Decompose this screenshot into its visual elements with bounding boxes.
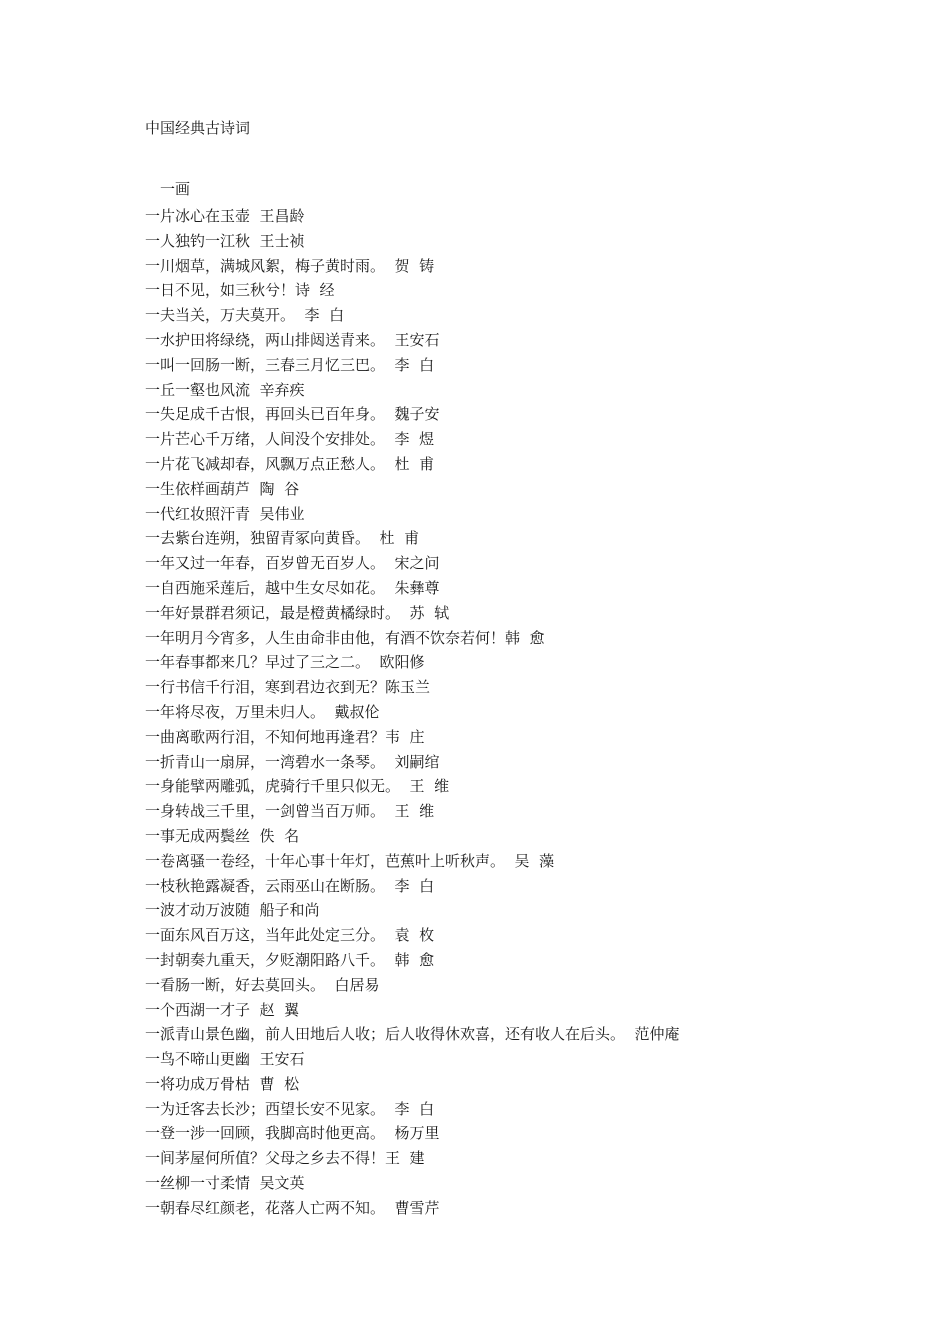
poem-line-entry: 一年又过一年春，百岁曾无百岁人。 宋之问 — [145, 554, 440, 573]
poem-line-entry: 一丝柳一寸柔情 吴文英 — [145, 1174, 305, 1193]
document-title: 中国经典古诗词 — [145, 119, 251, 137]
poem-line-entry: 一身能擘两雕弧，虎骑行千里只似无。 王 维 — [145, 777, 450, 796]
poem-line-entry: 一自西施采莲后，越中生女尽如花。 朱彝尊 — [145, 578, 440, 597]
poem-line-entry: 一面东风百万这，当年此处定三分。 袁 枚 — [145, 926, 435, 945]
poem-line-entry: 一身转战三千里，一剑曾当百万师。 王 维 — [145, 802, 435, 821]
poem-line-entry: 一片冰心在玉壶 王昌龄 — [145, 207, 305, 225]
poem-line-entry: 一折青山一扇屏，一湾碧水一条琴。 刘嗣绾 — [145, 752, 440, 771]
poem-line-entry: 一朝春尽红颜老，花落人亡两不知。 曹雪芹 — [145, 1198, 440, 1217]
poem-line-entry: 一登一涉一回顾，我脚高时他更高。 杨万里 — [145, 1124, 440, 1143]
poem-line-entry: 一片芒心千万绪，人间没个安排处。 李 煜 — [145, 430, 435, 449]
poem-line-entry: 一鸟不啼山更幽 王安石 — [145, 1050, 305, 1069]
poem-line-entry: 一叫一回肠一断，三春三月忆三巴。 李 白 — [145, 355, 435, 374]
poem-line-entry: 一曲离歌两行泪，不知何地再逢君？韦 庄 — [145, 727, 425, 746]
poem-line-entry: 一年明月今宵多，人生由命非由他，有酒不饮奈若何！韩 愈 — [145, 628, 545, 647]
poem-line-entry: 一夫当关，万夫莫开。 李 白 — [145, 306, 345, 325]
poem-line-entry: 一水护田将绿绕，两山排闼送青来。 王安石 — [145, 330, 440, 349]
poem-line-entry: 一人独钓一江秋 王士祯 — [145, 231, 305, 250]
poem-line-entry: 一生依样画葫芦 陶 谷 — [145, 479, 300, 498]
poem-line-entry: 一年春事都来几？早过了三之二。 欧阳修 — [145, 653, 425, 672]
poem-line-entry: 一看肠一断，好去莫回头。 白居易 — [145, 975, 380, 994]
section-heading: 一画 — [160, 180, 191, 198]
poem-line-entry: 一个西湖一才子 赵 翼 — [145, 1000, 300, 1019]
poem-line-entry: 一将功成万骨枯 曹 松 — [145, 1074, 300, 1093]
poem-line-entry: 一枝秋艳露凝香，云雨巫山在断肠。 李 白 — [145, 876, 435, 895]
poem-line-entry: 一年好景群君须记，最是橙黄橘绿时。 苏 轼 — [145, 603, 450, 622]
poem-line-entry: 一派青山景色幽，前人田地后人收；后人收得休欢喜，还有收人在后头。 范仲庵 — [145, 1025, 680, 1044]
poem-line-entry: 一片花飞减却春，风飘万点正愁人。 杜 甫 — [145, 454, 435, 473]
poem-line-list — [145, 204, 680, 1221]
poem-line-entry: 一川烟草，满城风絮，梅子黄时雨。 贺 铸 — [145, 256, 435, 275]
poem-line-entry: 一封朝奏九重天，夕贬潮阳路八千。 韩 愈 — [145, 950, 435, 969]
poem-line-entry: 一丘一壑也风流 辛弃疾 — [145, 380, 305, 399]
poem-line-entry: 一失足成千古恨，再回头已百年身。 魏子安 — [145, 405, 440, 424]
poem-line-entry: 一日不见，如三秋兮！诗 经 — [145, 281, 335, 300]
poem-line-entry: 一为迁客去长沙；西望长安不见家。 李 白 — [145, 1099, 435, 1118]
poem-line-entry: 一行书信千行泪，寒到君边衣到无？陈玉兰 — [145, 678, 431, 697]
poem-line-entry: 一代红妆照汗青 吴伟业 — [145, 504, 305, 523]
poem-line-entry: 一去紫台连朔，独留青冢向黄昏。 杜 甫 — [145, 529, 420, 548]
poem-line-entry: 一波才动万波随 船子和尚 — [145, 901, 320, 920]
poem-line-entry: 一卷离骚一卷经，十年心事十年灯，芭蕉叶上听秋声。 吴 藻 — [145, 851, 555, 870]
poem-line-entry: 一事无成两鬓丝 佚 名 — [145, 826, 300, 845]
poem-line-entry: 一间茅屋何所值？父母之乡去不得！王 建 — [145, 1149, 425, 1168]
poem-line-entry: 一年将尽夜，万里未归人。 戴叔伦 — [145, 702, 380, 721]
